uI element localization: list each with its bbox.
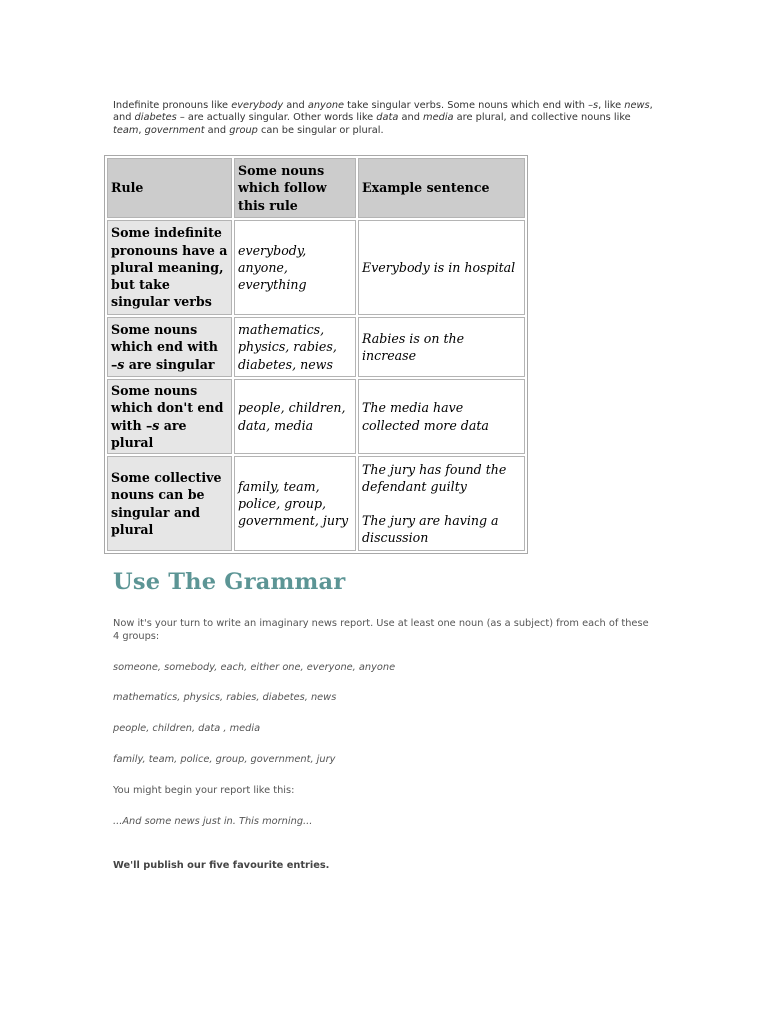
intro-text: and bbox=[398, 112, 424, 124]
intro-text: can be singular or plural. bbox=[257, 124, 384, 136]
rule-suffix: s bbox=[117, 356, 125, 372]
noun-group-1: someone, somebody, each, either one, everyone, anyone bbox=[113, 662, 396, 673]
rule-suffix: s bbox=[152, 417, 160, 433]
begin-report-text: You might begin your report like this: bbox=[113, 785, 295, 796]
intro-example-word: diabetes bbox=[134, 112, 177, 124]
noun-group-2: mathematics, physics, rabies, diabetes, news bbox=[113, 692, 337, 703]
example-cell bbox=[358, 456, 525, 551]
intro-text: are plural, and collective nouns like bbox=[453, 112, 631, 124]
nouns-cell: mathematics, physics, rabies, diabetes, news bbox=[234, 317, 356, 377]
intro-example-word: s bbox=[592, 99, 599, 111]
intro-example-word: group bbox=[229, 124, 258, 136]
rule-cell: Some indefinite pronouns have a plural meaning, but take singular verbs bbox=[107, 220, 232, 315]
rule-cell bbox=[107, 379, 232, 454]
table-row bbox=[107, 456, 525, 551]
example-cell: The media have collected more data bbox=[358, 379, 525, 454]
example-cell: Everybody is in hospital bbox=[358, 220, 525, 315]
section-title: Use The Grammar bbox=[113, 569, 346, 595]
rule-cell bbox=[107, 317, 232, 377]
intro-example-word: government bbox=[144, 124, 205, 136]
table-header-row bbox=[107, 158, 525, 218]
noun-group-3: people, children, data , media bbox=[113, 723, 261, 734]
example-sentence-1: The jury has found the defendant guilty bbox=[362, 461, 507, 494]
intro-text: and bbox=[204, 124, 230, 136]
intro-text: and bbox=[283, 99, 308, 111]
example-sentence-2: The jury are having a discussion bbox=[362, 513, 499, 546]
rule-text: are plural bbox=[111, 417, 187, 450]
intro-example-word: everybody bbox=[231, 99, 284, 111]
intro-example-word: anyone bbox=[307, 99, 345, 111]
table-row bbox=[107, 379, 525, 454]
rule-text: Some nouns which end with – bbox=[111, 322, 218, 372]
table-row bbox=[107, 220, 525, 315]
closing-note: We'll publish our five favourite entries. bbox=[113, 860, 330, 871]
intro-text: Indefinite pronouns like bbox=[113, 99, 232, 111]
intro-text: , bbox=[138, 124, 145, 136]
table-row bbox=[107, 317, 525, 377]
noun-group-4: family, team, police, group, government, jury bbox=[113, 754, 336, 765]
intro-example-word: media bbox=[423, 112, 454, 124]
nouns-cell: people, children, data, media bbox=[234, 379, 356, 454]
intro-example-word: news bbox=[624, 99, 650, 111]
nouns-cell: everybody, anyone, everything bbox=[234, 220, 356, 315]
rule-cell: Some collective nouns can be singular and plural bbox=[107, 456, 232, 551]
header-rule: Rule bbox=[107, 158, 232, 218]
rule-text: are singular bbox=[124, 356, 215, 372]
intro-text: , like bbox=[598, 99, 625, 111]
grammar-rules-table bbox=[104, 155, 528, 554]
sample-opening-text: ...And some news just in. This morning... bbox=[113, 816, 313, 827]
intro-text: , and bbox=[113, 99, 653, 124]
rule-text: Some nouns which don't end with – bbox=[111, 383, 224, 433]
intro-example-word: data bbox=[376, 112, 399, 124]
header-example: Example sentence bbox=[358, 158, 525, 218]
intro-paragraph bbox=[113, 100, 653, 138]
intro-text: – are actually singular. Other words like bbox=[176, 112, 377, 124]
header-nouns: Some nouns which follow this rule bbox=[234, 158, 356, 218]
intro-text: take singular verbs. Some nouns which end with – bbox=[344, 99, 593, 111]
instructions-text: Now it's your turn to write an imaginary news report. Use at least one noun (as a subject) from each of these 4 groups: bbox=[113, 618, 649, 642]
example-cell: Rabies is on the increase bbox=[358, 317, 525, 377]
nouns-cell: family, team, police, group, government, jury bbox=[234, 456, 356, 551]
intro-example-word: team bbox=[113, 124, 139, 136]
